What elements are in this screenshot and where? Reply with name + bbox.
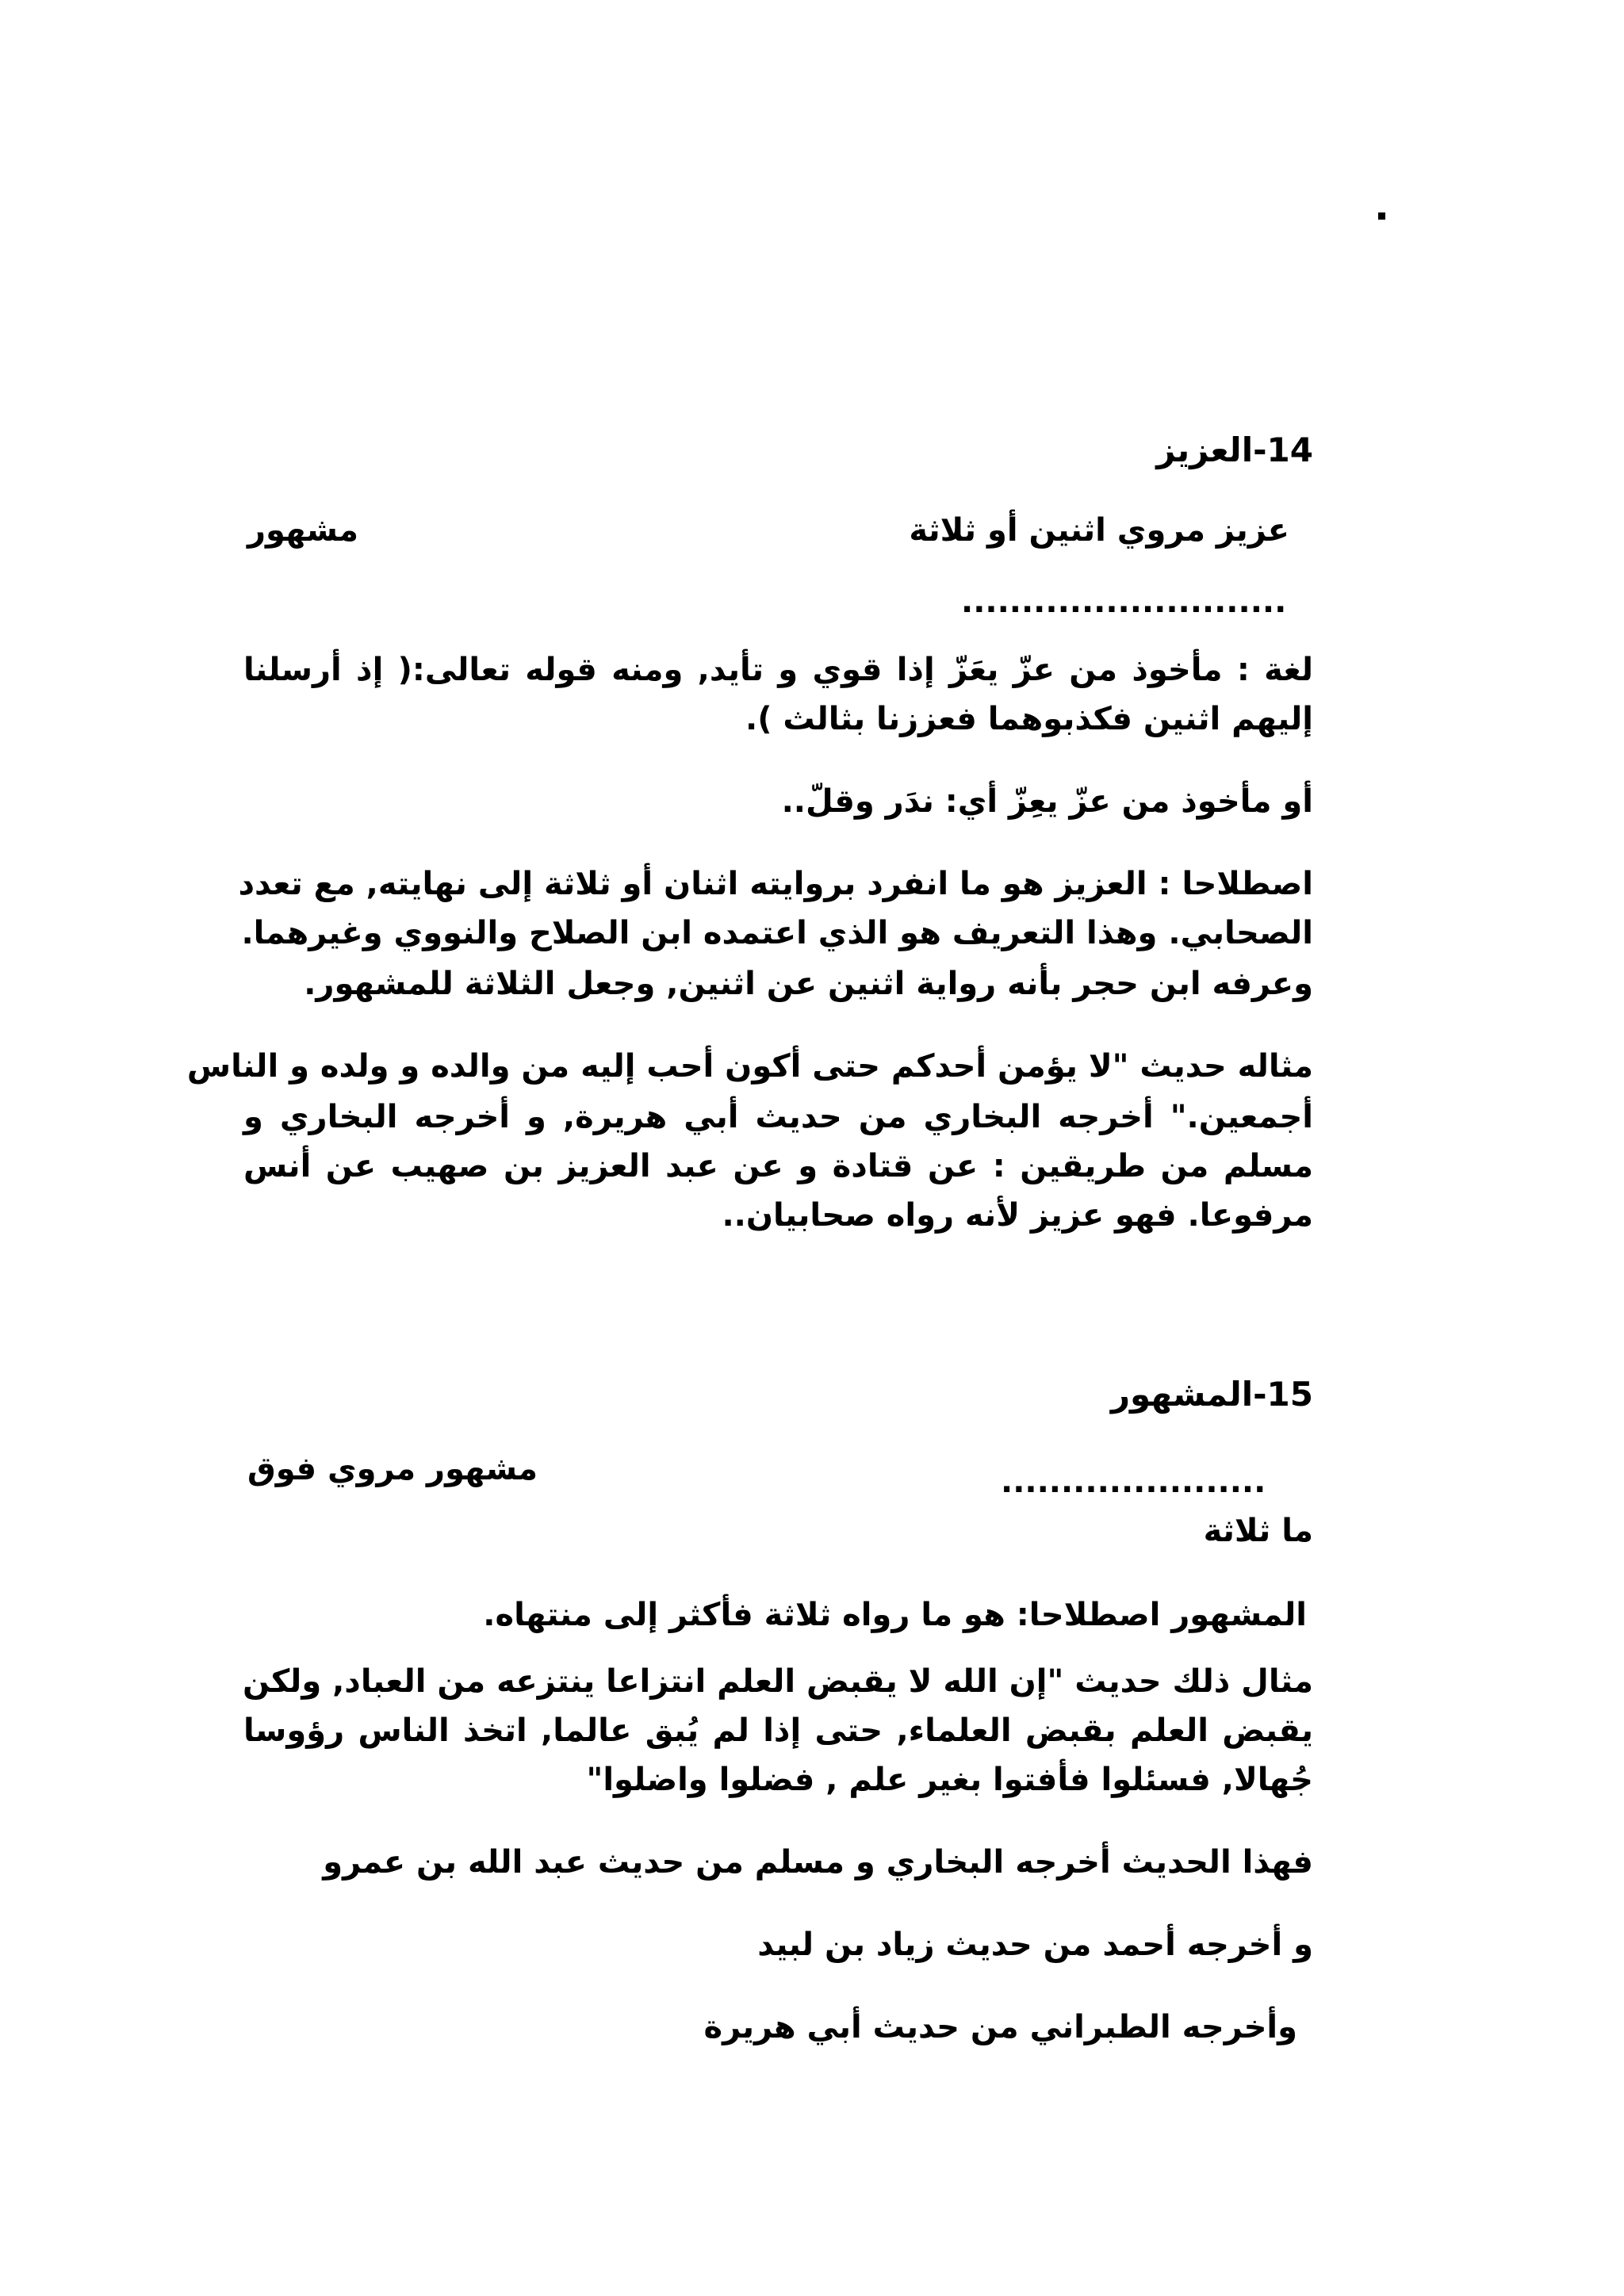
paragraph-line: وعرفه ابن حجر بأنه رواية اثنين عن اثنين, وجعل الثلاثة للمشهور. — [304, 966, 1313, 1002]
paragraph-line: يقبض العلم بقبض العلماء, حتى إذا لم يُبق عالما, اتخذ الناس رؤوسا — [243, 1712, 1313, 1749]
section-14-dots: ........................... — [961, 584, 1287, 620]
section-14-verse-right: عزيز مروي اثنين أو ثلاثة — [909, 512, 1289, 549]
paragraph-line: لغة : مأخوذ من عزّ يعَزّ إذا قوي و تأيد, ومنه قوله تعالى:( إذ أرسلنا — [243, 652, 1313, 688]
paragraph-line: فهذا الحديث أخرجه البخاري و مسلم من حديث عبد الله بن عمرو — [323, 1844, 1313, 1881]
paragraph-line: مثال ذلك حديث "إن الله لا يقبض العلم انتزاعا ينتزعه من العباد, ولكن — [243, 1663, 1313, 1700]
paragraph-line: مرفوعا. فهو عزيز لأنه رواه صحابيان.. — [722, 1197, 1313, 1234]
section-15-heading: 15-المشهور — [1110, 1375, 1313, 1414]
section-15-dots: ...................... — [1001, 1464, 1266, 1500]
paragraph-line: مثاله حديث "لا يؤمن أحدكم حتى أكون أحب إليه من والده و ولده و الناس — [186, 1048, 1313, 1085]
paragraph-line: جُهالا, فسئلوا فأفتوا بغير علم , فضلوا واضلوا" — [586, 1762, 1313, 1798]
paragraph-line: وأخرجه الطبراني من حديث أبي هريرة — [703, 2009, 1297, 2045]
paragraph-line: و أخرجه أحمد من حديث زياد بن لبيد — [757, 1927, 1313, 1963]
section-14-heading: 14-العزيز — [1156, 430, 1313, 469]
paragraph-line: المشهور اصطلاحا: هو ما رواه ثلاثة فأكثر إلى منتهاه. — [483, 1597, 1307, 1633]
paragraph-line: الصحابي. وهذا التعريف هو الذي اعتمده ابن الصلاح والنووي وغيرهما. — [241, 915, 1313, 951]
paragraph-line: أو مأخوذ من عزّ يعِزّ أي: ندَر وقلّ.. — [781, 783, 1313, 820]
section-15-verse-cont: ما ثلاثة — [1203, 1513, 1313, 1549]
section-14-verse-left: مشهور — [247, 512, 358, 549]
section-15-verse-left: مشهور مروي فوق — [247, 1451, 538, 1487]
paragraph-line: اصطلاحا : العزيز هو ما انفرد بروايته اثنان أو ثلاثة إلى نهايته, مع تعدد — [238, 866, 1313, 902]
paragraph-line: إليهم اثنين فكذبوهما فعززنا بثالث ). — [745, 701, 1313, 737]
paragraph-line: أجمعين." أخرجه البخاري من حديث أبي هريرة, و أخرجه البخاري و — [243, 1099, 1313, 1135]
stray-dot — [1378, 212, 1385, 220]
paragraph-line: مسلم من طريقين : عن قتادة و عن عبد العزيز بن صهيب عن أنس — [243, 1148, 1313, 1184]
